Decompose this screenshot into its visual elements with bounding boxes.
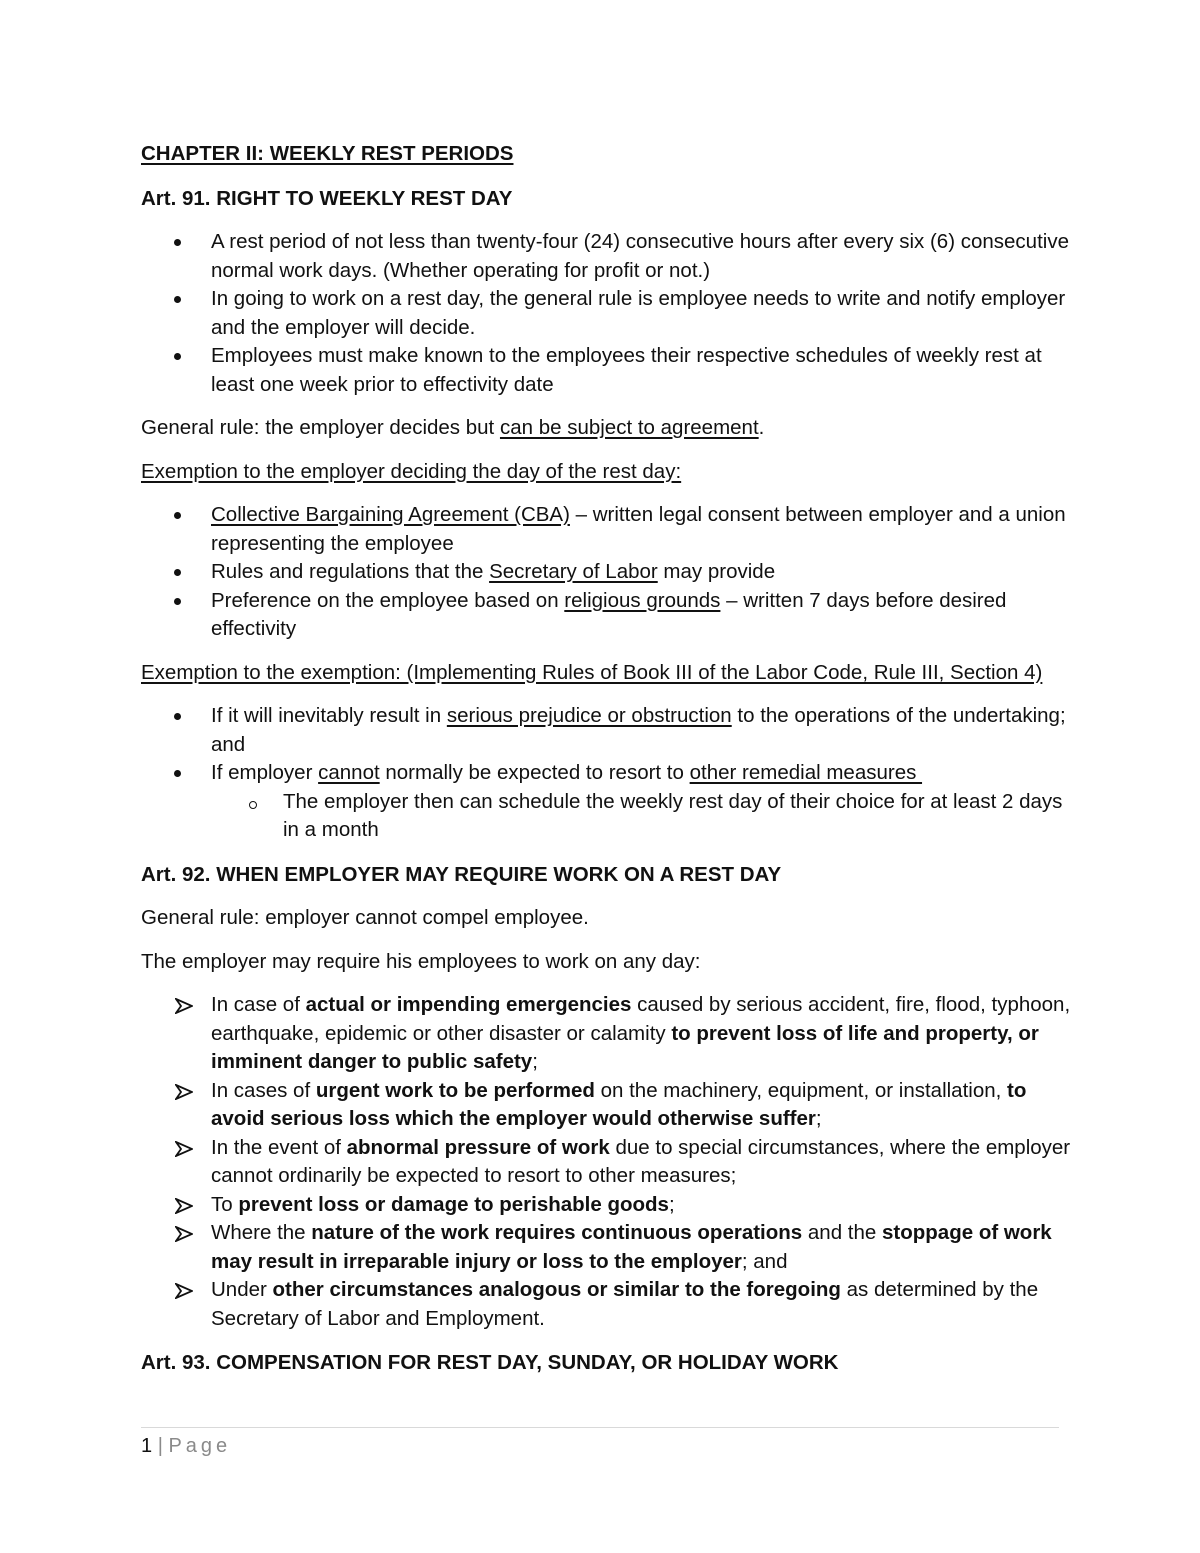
art-92-arrow-list (141, 991, 1071, 1333)
list-item: If it will inevitably result in serious prejudice or obstruction to the operations of the undertaking; and (141, 702, 1071, 759)
page-footer (141, 1427, 1059, 1460)
list-item: To prevent loss or damage to perishable goods; (141, 1191, 1071, 1220)
list-item: Collective Bargaining Agreement (CBA) – written legal consent between employer and a union representing the employee (141, 501, 1071, 558)
art-92-general-rule: General rule: employer cannot compel employee. (141, 906, 589, 929)
bullet-dot-icon (174, 598, 181, 605)
bullet-dot-icon (174, 770, 181, 777)
footer-separator: | (157, 1435, 163, 1457)
exemption-to-exemption-list (141, 702, 1071, 845)
list-item: In the event of abnormal pressure of work due to special circumstances, where the employer cannot ordinarily be expected to resort to other measures; (141, 1134, 1071, 1191)
bullet-dot-icon (174, 239, 181, 246)
list-item: Under other circumstances analogous or similar to the foregoing as determined by the Secretary of Labor and Employment. (141, 1276, 1071, 1333)
list-item: Employees must make known to the employees their respective schedules of weekly rest at least one week prior to effectivity date (141, 342, 1071, 399)
arrowhead-bullet-icon (175, 1084, 193, 1100)
chapter-title: CHAPTER II: WEEKLY REST PERIODS (141, 142, 514, 165)
bullet-dot-icon (174, 296, 181, 303)
art-92-title: Art. 92. WHEN EMPLOYER MAY REQUIRE WORK ON A REST DAY (141, 862, 782, 886)
exemption-heading: Exemption to the employer deciding the day of the rest day: (141, 459, 682, 483)
art-91-title: Art. 91. RIGHT TO WEEKLY REST DAY (141, 186, 513, 210)
list-item: Rules and regulations that the Secretary of Labor may provide (141, 558, 1071, 587)
arrowhead-bullet-icon (175, 1198, 193, 1214)
exemption-to-exemption-heading: Exemption to the exemption: (Implementing Rules of Book III of the Labor Code, Rule III, Section 4) (141, 660, 1043, 684)
sub-list-item: The employer then can schedule the weekly rest day of their choice for at least 2 days in a month (211, 788, 1071, 845)
page-label: Page (168, 1435, 232, 1457)
list-item: In going to work on a rest day, the general rule is employee needs to write and notify employer and the employer will decide. (141, 285, 1071, 342)
bullet-dot-icon (174, 569, 181, 576)
arrowhead-bullet-icon (175, 998, 193, 1014)
bullet-dot-icon (174, 353, 181, 360)
bullet-dot-icon (174, 713, 181, 720)
list-item: Preference on the employee based on religious grounds – written 7 days before desired effectivity (141, 587, 1071, 644)
sub-list (211, 788, 1071, 845)
general-rule-paragraph: General rule: the employer decides but can be subject to agreement. (141, 416, 765, 439)
list-item: If employer cannot normally be expected to resort to other remedial measures The employer then can schedule the weekly rest day of their choice for at least 2 days in a month (141, 759, 1071, 845)
document-body (141, 139, 1071, 1378)
arrowhead-bullet-icon (175, 1226, 193, 1242)
list-item: Where the nature of the work requires continuous operations and the stoppage of work may result in irreparable injury or loss to the employer; and (141, 1219, 1071, 1276)
art-92-intro: The employer may require his employees to work on any day: (141, 949, 701, 973)
arrowhead-bullet-icon (175, 1283, 193, 1299)
bullet-dot-icon (174, 512, 181, 519)
art-91-bullet-list (141, 228, 1071, 399)
art-93-title: Art. 93. COMPENSATION FOR REST DAY, SUNDAY, OR HOLIDAY WORK (141, 1351, 839, 1374)
list-item: In case of actual or impending emergencies caused by serious accident, fire, flood, typhoon, earthquake, epidemic or other disaster or calamity to prevent loss of life and property, or imminent danger to public safety; (141, 991, 1071, 1077)
page-number: 1 (141, 1435, 153, 1457)
list-item: In cases of urgent work to be performed on the machinery, equipment, or installation, to avoid serious loss which the employer would otherwise suffer; (141, 1077, 1071, 1134)
hollow-circle-bullet-icon (249, 801, 257, 809)
exemption-list (141, 501, 1071, 644)
arrowhead-bullet-icon (175, 1141, 193, 1157)
list-item: A rest period of not less than twenty-four (24) consecutive hours after every six (6) consecutive normal work days. (Whether operating for profit or not.) (141, 228, 1071, 285)
